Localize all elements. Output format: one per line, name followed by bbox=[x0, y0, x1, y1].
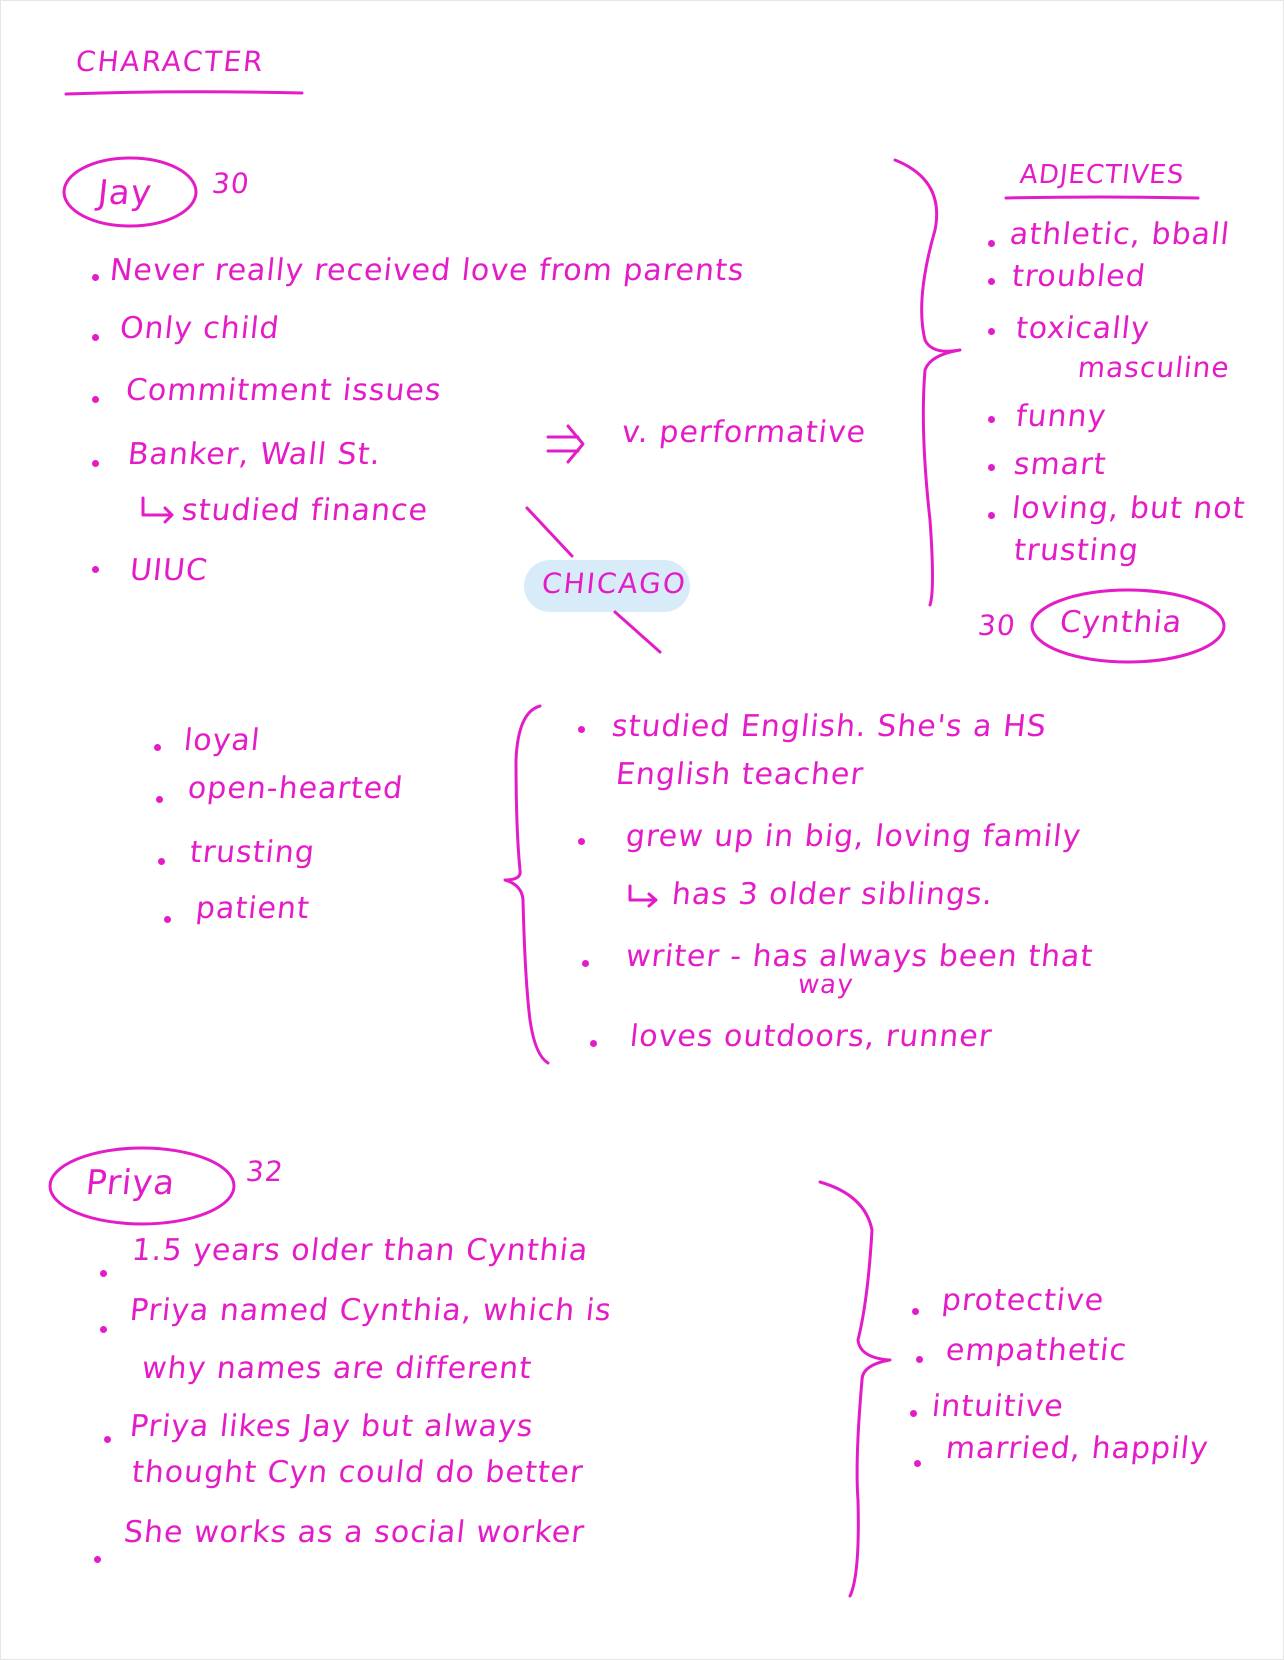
adjective-5: smart bbox=[1012, 447, 1109, 482]
cynthia-bullet-1: studied English. She's a HS bbox=[610, 709, 1049, 744]
bullet-dot bbox=[100, 1270, 107, 1277]
priya-bullet-2-cont: why names are different bbox=[140, 1351, 534, 1386]
bullet-dot bbox=[100, 1326, 107, 1333]
priya-bullet-3-cont: thought Cyn could do better bbox=[130, 1455, 586, 1490]
bullet-dot bbox=[94, 1556, 101, 1563]
bullet-dot bbox=[988, 416, 995, 423]
cynthia-trait-2: open-hearted bbox=[186, 771, 406, 806]
adjective-3: toxically bbox=[1014, 311, 1152, 346]
priya-age: 32 bbox=[244, 1155, 286, 1188]
adjective-3-cont: masculine bbox=[1076, 351, 1232, 384]
hook-arrow-icon-jay bbox=[143, 498, 172, 522]
jay-name: Jay bbox=[95, 173, 155, 213]
connector-line-top bbox=[527, 508, 572, 556]
cynthia-name: Cynthia bbox=[1058, 605, 1185, 640]
adjective-1: athletic, bball bbox=[1008, 217, 1232, 252]
priya-trait-2: empathetic bbox=[944, 1333, 1129, 1368]
bullet-dot bbox=[104, 1436, 111, 1443]
adjective-6: loving, but not bbox=[1010, 491, 1248, 526]
bullet-dot bbox=[988, 512, 995, 519]
bullet-dot bbox=[92, 460, 99, 467]
cynthia-bullet-2: grew up in big, loving family bbox=[624, 819, 1084, 854]
cynthia-bullet-3: writer - has always been that bbox=[624, 939, 1096, 974]
title-underline bbox=[66, 92, 302, 94]
bullet-dot bbox=[916, 1356, 923, 1363]
priya-trait-3: intuitive bbox=[930, 1389, 1066, 1424]
bullet-dot bbox=[156, 796, 163, 803]
jay-bullet-3: Commitment issues bbox=[124, 373, 444, 408]
cynthia-bullet-4: loves outdoors, runner bbox=[628, 1019, 995, 1054]
priya-trait-4: married, happily bbox=[944, 1431, 1211, 1466]
adjective-2: troubled bbox=[1010, 259, 1148, 294]
bullet-dot bbox=[914, 1460, 921, 1467]
jay-bullet-2: Only child bbox=[118, 311, 282, 346]
bullet-dot bbox=[988, 278, 995, 285]
bullet-dot bbox=[92, 334, 99, 341]
bullet-dot bbox=[154, 744, 161, 751]
priya-bullet-4: She works as a social worker bbox=[122, 1515, 587, 1550]
adjective-4: funny bbox=[1014, 399, 1109, 434]
jay-bullet-1: Never really received love from parents bbox=[108, 253, 747, 288]
adjectives-heading: ADJECTIVES bbox=[1018, 160, 1186, 190]
bullet-dot bbox=[578, 726, 585, 733]
page-title: CHARACTER bbox=[74, 45, 267, 78]
bullet-dot bbox=[988, 464, 995, 471]
bullet-dot bbox=[582, 960, 589, 967]
cynthia-trait-4: patient bbox=[194, 891, 312, 926]
bullet-dot bbox=[910, 1410, 917, 1417]
priya-bullet-3: Priya likes Jay but always bbox=[128, 1409, 536, 1444]
jay-brace bbox=[895, 160, 960, 605]
cynthia-trait-3: trusting bbox=[188, 835, 317, 870]
bullet-dot bbox=[158, 858, 165, 865]
bullet-dot bbox=[92, 274, 99, 281]
jay-bullet-5: UIUC bbox=[128, 553, 210, 588]
cynthia-brace bbox=[505, 706, 548, 1063]
priya-name: Priya bbox=[83, 1163, 178, 1203]
bullet-dot bbox=[590, 1040, 597, 1047]
bullet-dot bbox=[912, 1308, 919, 1315]
jay-bullet-4-sub: studied finance bbox=[180, 493, 430, 528]
cynthia-trait-1: loyal bbox=[182, 723, 263, 758]
cynthia-age: 30 bbox=[976, 609, 1018, 642]
jay-age: 30 bbox=[210, 167, 252, 200]
priya-bullet-2: Priya named Cynthia, which is bbox=[128, 1293, 614, 1328]
hook-arrow-icon-cynthia bbox=[630, 886, 656, 906]
bullet-dot bbox=[988, 240, 995, 247]
bullet-dot bbox=[92, 566, 99, 573]
priya-bullet-1: 1.5 years older than Cynthia bbox=[130, 1233, 591, 1268]
priya-brace bbox=[820, 1182, 890, 1596]
cynthia-bullet-1-cont: English teacher bbox=[614, 757, 866, 792]
bullet-dot bbox=[988, 328, 995, 335]
adjectives-underline bbox=[1006, 197, 1198, 198]
bullet-dot bbox=[92, 396, 99, 403]
double-arrow-icon bbox=[548, 426, 583, 462]
bullet-dot bbox=[164, 916, 171, 923]
bullet-dot bbox=[578, 838, 585, 845]
connector-line-bottom bbox=[615, 612, 660, 652]
jay-arrow-note: v. performative bbox=[620, 415, 868, 450]
chicago-label: CHICAGO bbox=[540, 567, 689, 600]
adjective-6-cont: trusting bbox=[1012, 533, 1141, 568]
jay-bullet-4: Banker, Wall St. bbox=[126, 437, 383, 472]
cynthia-bullet-3-cont: way bbox=[796, 970, 856, 1000]
priya-trait-1: protective bbox=[940, 1283, 1107, 1318]
cynthia-bullet-2-sub: has 3 older siblings. bbox=[670, 877, 996, 912]
